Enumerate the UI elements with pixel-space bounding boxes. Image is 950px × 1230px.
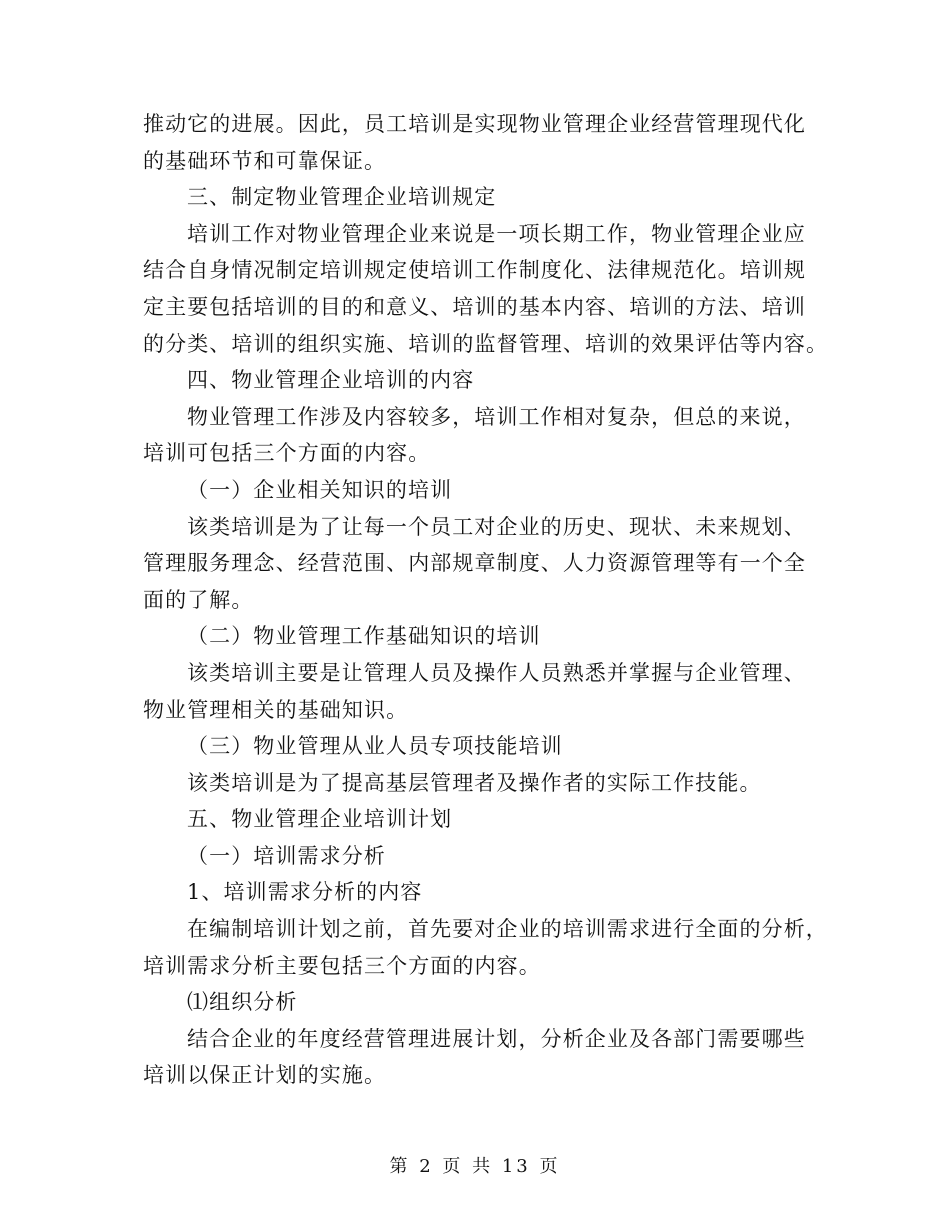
text-line: 四、物业管理企业培训的内容 [187, 368, 475, 393]
text-line: 该类培训是为了让每一个员工对企业的历史、现状、未来规划、 [187, 514, 806, 539]
text-line: 推动它的进展。因此，员工培训是实现物业管理企业经营管理现代化 [143, 112, 806, 136]
text-line: （一）企业相关知识的培训 [187, 477, 453, 502]
text-line: 培训工作对物业管理企业来说是一项长期工作，物业管理企业应 [187, 221, 806, 246]
text-line: 在编制培训计划之前，首先要对企业的培训需求进行全面的分析， [187, 917, 828, 942]
text-line: 物业管理工作涉及内容较多，培训工作相对复杂，但总的来说， [187, 404, 806, 429]
text-line: 面的了解。 [143, 587, 254, 612]
text-line: 管理服务理念、经营范围、内部规章制度、人力资源管理等有一个全 [143, 551, 806, 576]
text-line: 结合自身情况制定培训规定使培训工作制度化、法律规范化。培训规 [143, 258, 806, 283]
text-line: 培训以保正计划的实施。 [143, 1063, 387, 1088]
text-line: 该类培训主要是让管理人员及操作人员熟悉并掌握与企业管理、 [187, 660, 806, 685]
text-line: 定主要包括培训的目的和意义、培训的基本内容、培训的方法、培训 [143, 294, 806, 319]
text-line: 物业管理相关的基础知识。 [143, 697, 409, 722]
text-line: （二）物业管理工作基础知识的培训 [187, 624, 541, 649]
text-line: ⑴组织分析 [187, 990, 298, 1015]
text-line: 的分类、培训的组织实施、培训的监督管理、培训的效果评估等内容。 [143, 331, 829, 356]
text-line: （三）物业管理从业人员专项技能培训 [187, 734, 563, 759]
text-line: 培训需求分析主要包括三个方面的内容。 [143, 953, 541, 978]
document-body [143, 106, 829, 1094]
page-footer: 第 2 页 共 13 页 [389, 1156, 561, 1177]
text-line: 五、物业管理企业培训计划 [187, 807, 453, 832]
text-line: 该类培训是为了提高基层管理者及操作者的实际工作技能。 [187, 770, 762, 795]
text-line: 1、培训需求分析的内容 [187, 880, 423, 905]
text-line: 三、制定物业管理企业培训规定 [187, 185, 497, 210]
text-line: （一）培训需求分析 [187, 843, 386, 868]
text-line: 培训可包括三个方面的内容。 [143, 441, 431, 466]
text-line: 的基础环节和可靠保证。 [143, 148, 387, 173]
text-line: 结合企业的年度经营管理进展计划，分析企业及各部门需要哪些 [187, 1026, 806, 1051]
